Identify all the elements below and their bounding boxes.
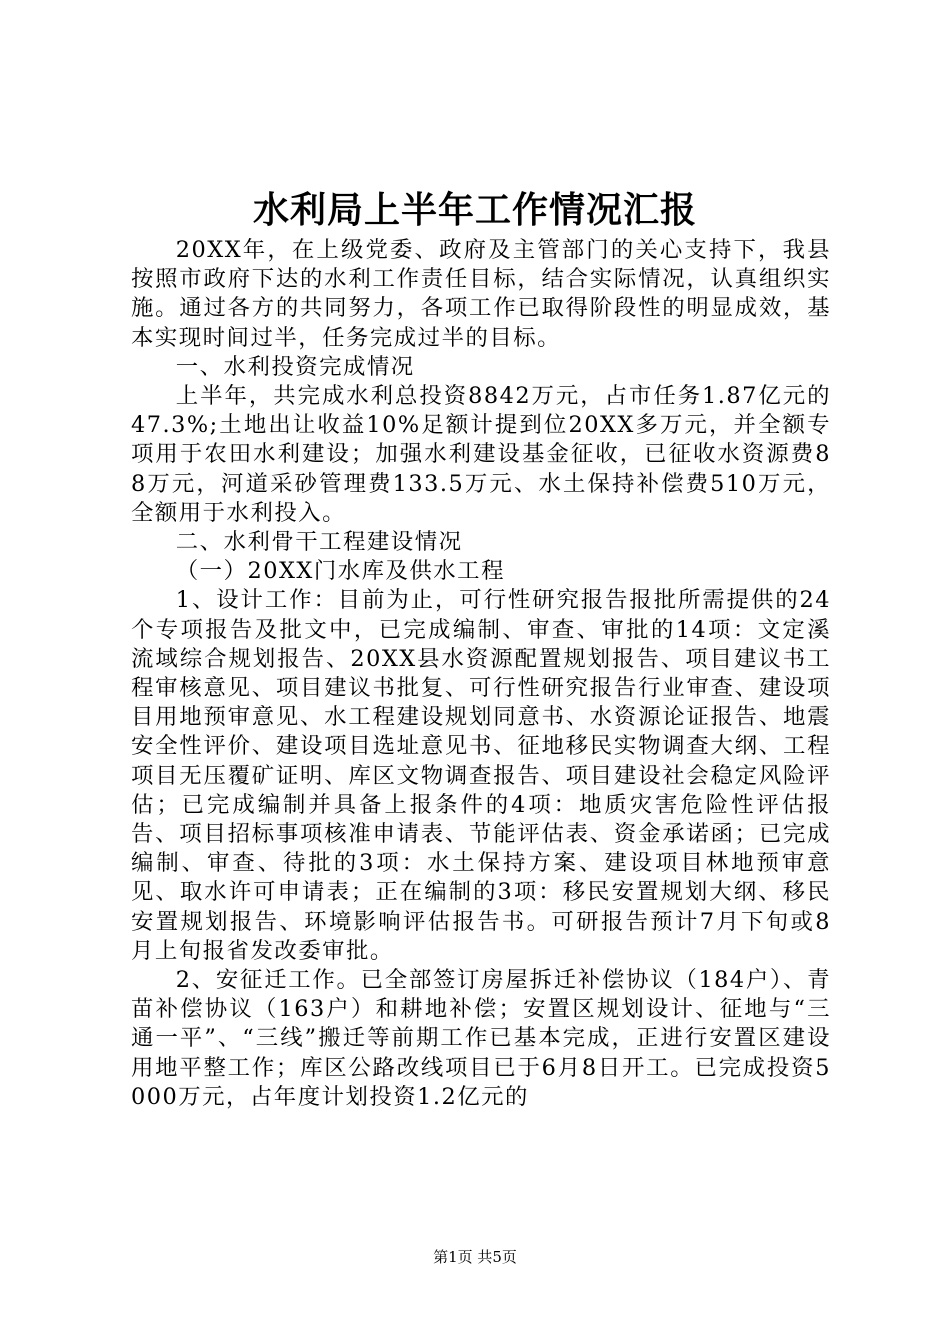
section-heading-investment: 一、水利投资完成情况 — [175, 353, 415, 380]
document-body — [131, 236, 831, 1112]
paragraph-intro: 20XX年，在上级党委、政府及主管部门的关心支持下，我县按照市政府下达的水利工作责任目标，结合实际情况，认真组织实施。通过各方的共同努力，各项工作已取得阶段性的明显成效，基本实现时间过半，任务完成过半的目标。 — [131, 237, 831, 351]
paragraph-investment: 上半年，共完成水利总投资8842万元，占市任务1.87亿元的47.3%;土地出让收益10%足额计提到位20XX多万元，并全额专项用于农田水利建设；加强水利建设基金征收，已征收水资源费88万元，河道采砂管理费133.5万元、水土保持补偿费510万元，全额用于水利投入。 — [131, 383, 831, 526]
subsection-heading-reservoir: （一）20XX门水库及供水工程 — [175, 558, 505, 585]
section-heading-projects: 二、水利骨干工程建设情况 — [175, 529, 463, 556]
page-footer: 第1页 共5页 — [433, 1248, 517, 1266]
paragraph-design-work: 1、设计工作：目前为止，可行性研究报告报批所需提供的24个专项报告及批文中，已完成编制、审查、审批的14项：文定溪流域综合规划报告、20XX县水资源配置规划报告、项目建议书工程审核意见、项目建议书批复、可行性研究报告行业审查、建设项目用地预审意见、水工程建设规划同意书、水资源论证报告、地震安全性评价、建设项目选址意见书、征地移民实物调查大纲、工程项目无压覆矿证明、库区文物调查报告、项目建设社会稳定风险评估；已完成编制并具备上报条件的4项：地质灾害危险性评估报告、项目招标事项核准申请表、节能评估表、资金承诺函；已完成编制、审查、待批的3项：水土保持方案、建设项目林地预审意见、取水许可申请表；正在编制的3项：移民安置规划大纲、移民安置规划报告、环境影响评估报告书。可研报告预计7月下旬或8月上旬报省发改委审批。 — [131, 587, 831, 964]
paragraph-resettlement-work: 2、安征迁工作。已全部签订房屋拆迁补偿协议（184户）、青苗补偿协议（163户）和耕地补偿；安置区规划设计、征地与“三通一平”、“三线”搬迁等前期工作已基本完成，正进行安置区建设用地平整工作；库区公路改线项目已于6月8日开工。已完成投资5000万元，占年度计划投资1.2亿元的 — [131, 967, 831, 1110]
document-title: 水利局上半年工作情况汇报 — [252, 189, 697, 231]
